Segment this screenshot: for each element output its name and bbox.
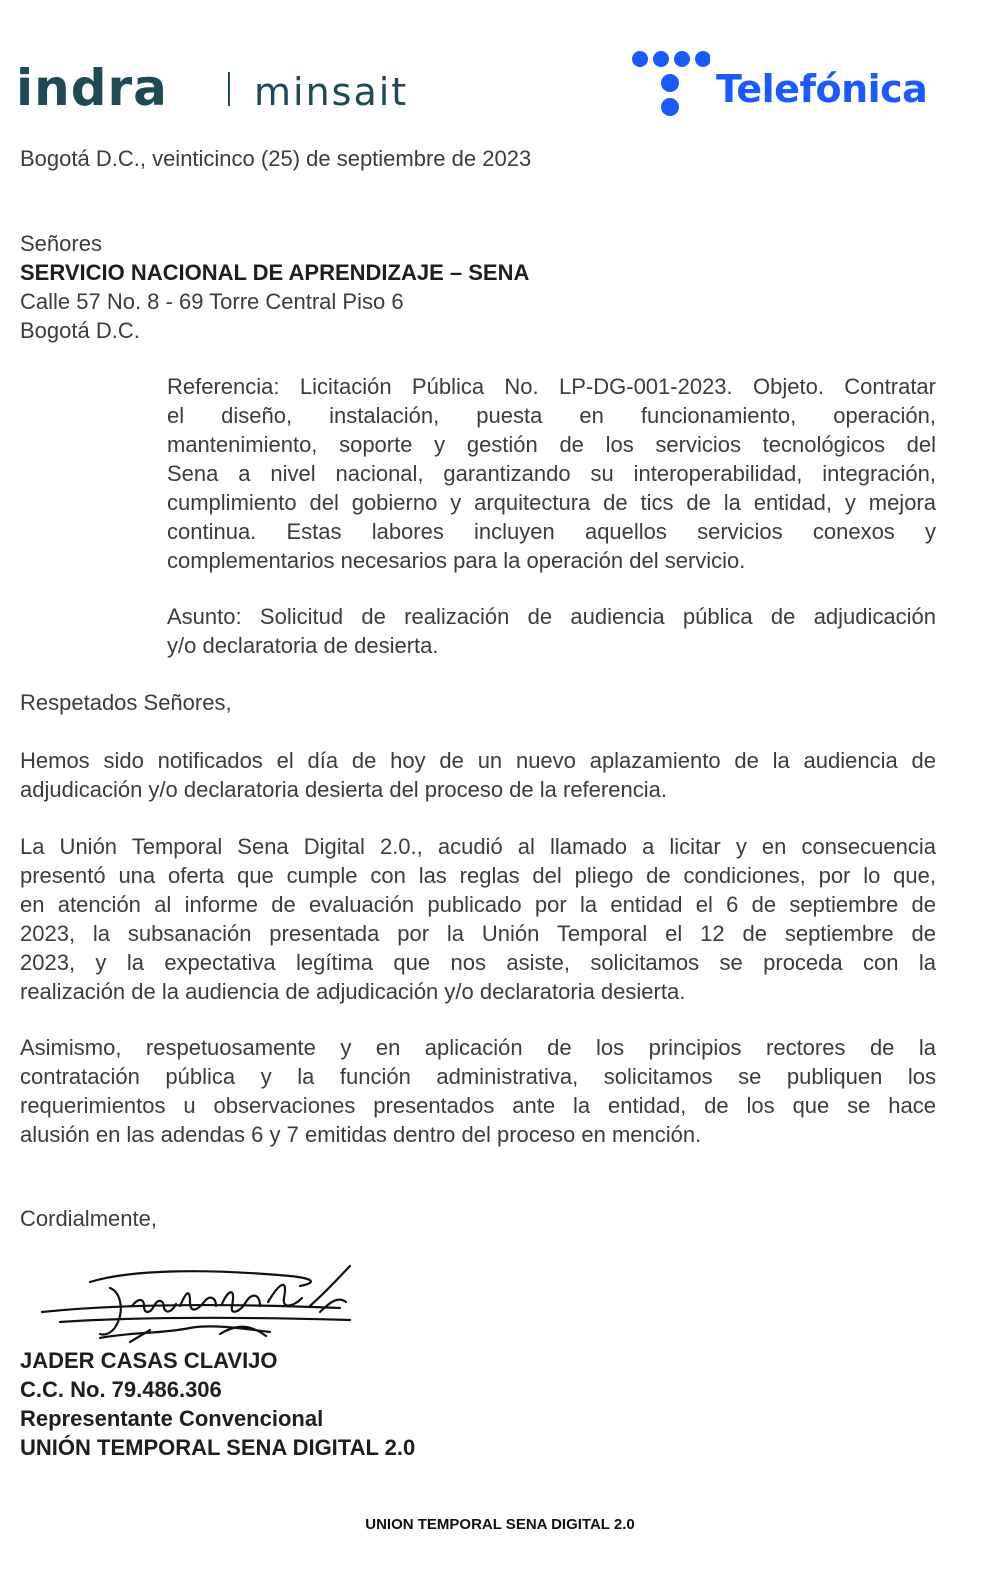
telefonica-logo: Telefónica [716, 67, 928, 111]
logo-divider [228, 72, 230, 106]
paragraph-line: Asimismo, respetuosamente y en aplicación de los principios rectores de la [20, 1035, 936, 1060]
reference-line: continua. Estas labores incluyen aquellos servicios conexos y [167, 519, 936, 544]
page-footer: UNION TEMPORAL SENA DIGITAL 2.0 [365, 1516, 635, 1533]
telefonica-dots-icon [630, 48, 710, 118]
reference-line: cumplimiento del gobierno y arquitectura de tics de la entidad, y mejora [167, 490, 936, 515]
reference-block [167, 372, 936, 575]
addressee-city: Bogotá D.C. [20, 318, 140, 343]
greeting: Respetados Señores, [20, 690, 232, 715]
minsait-logo: minsait [254, 70, 409, 114]
addressee-title: Señores [20, 231, 102, 256]
reference-line: complementarios necesarios para la operación del servicio. [167, 548, 746, 573]
signatory-organization: UNIÓN TEMPORAL SENA DIGITAL 2.0 [20, 1435, 416, 1460]
paragraph-line: contratación pública y la función administrativa, solicitamos se publiquen los [20, 1064, 936, 1089]
paragraph-line: La Unión Temporal Sena Digital 2.0., acudió al llamado a licitar y en consecuencia [20, 834, 936, 859]
date-line: Bogotá D.C., veinticinco (25) de septiembre de 2023 [20, 146, 532, 171]
addressee-address: Calle 57 No. 8 - 69 Torre Central Piso 6 [20, 289, 404, 314]
reference-line: mantenimiento, soporte y gestión de los servicios tecnológicos del [167, 432, 936, 457]
subject-block [167, 602, 936, 660]
closing: Cordialmente, [20, 1206, 157, 1231]
paragraph-line: en atención al informe de evaluación publicado por la entidad el 6 de septiembre de [20, 892, 936, 917]
reference-line: Sena a nivel nacional, garantizando su interoperabilidad, integración, [167, 461, 936, 486]
reference-line: el diseño, instalación, puesta en funcionamiento, operación, [167, 403, 936, 428]
paragraph-line: adjudicación y/o declaratoria desierta del proceso de la referencia. [20, 777, 667, 802]
subject-line: Asunto: Solicitud de realización de audiencia pública de adjudicación [167, 604, 936, 629]
paragraph-line: presentó una oferta que cumple con las reglas del pliego de condiciones, por lo que, [20, 863, 936, 888]
paragraph-2 [20, 832, 936, 1006]
paragraph-line: requerimientos u observaciones presentados ante la entidad, de los que se hace [20, 1093, 936, 1118]
paragraph-line: alusión en las adendas 6 y 7 emitidas dentro del proceso en mención. [20, 1122, 702, 1147]
indra-logo: indra [16, 59, 168, 117]
signatory-id: C.C. No. 79.486.306 [20, 1377, 222, 1402]
paragraph-3 [20, 1033, 936, 1149]
reference-line: Referencia: Licitación Pública No. LP-DG-001-2023. Objeto. Contratar [167, 374, 936, 399]
paragraph-1 [20, 746, 936, 804]
subject-line: y/o declaratoria de desierta. [167, 633, 439, 658]
paragraph-line: 2023, y la expectativa legítima que nos asiste, solicitamos se proceda con la [20, 950, 936, 975]
signatory-role: Representante Convencional [20, 1406, 324, 1431]
signature-block [20, 1346, 415, 1462]
signatory-name: JADER CASAS CLAVIJO [20, 1348, 278, 1373]
paragraph-line: realización de la audiencia de adjudicación y/o declaratoria desierta. [20, 979, 686, 1004]
paragraph-line: 2023, la subsanación presentada por la Unión Temporal el 12 de septiembre de [20, 921, 936, 946]
addressee-entity: SERVICIO NACIONAL DE APRENDIZAJE – SENA [20, 260, 530, 285]
paragraph-line: Hemos sido notificados el día de hoy de un nuevo aplazamiento de la audiencia de [20, 748, 936, 773]
